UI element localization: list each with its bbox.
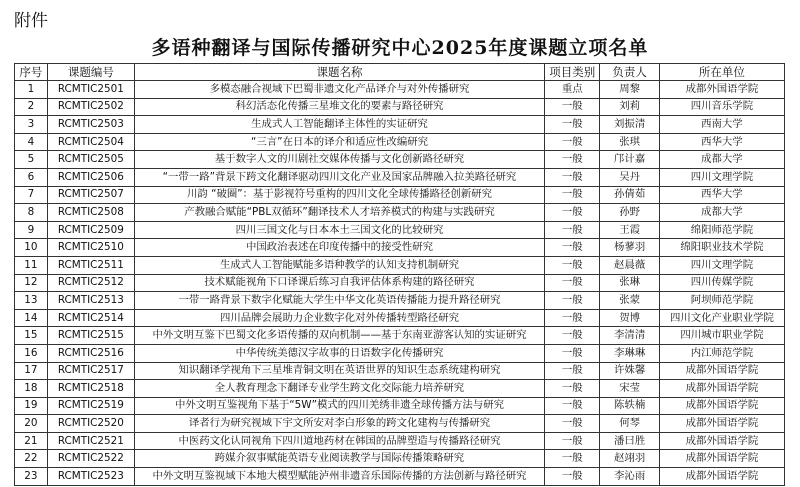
cell-code: RCMTIC2519 <box>47 397 134 415</box>
cell-code: RCMTIC2522 <box>47 450 134 468</box>
cell-type: 一般 <box>545 415 600 433</box>
cell-leader: 孙野 <box>600 204 659 222</box>
cell-code: RCMTIC2513 <box>47 292 134 310</box>
cell-no: 10 <box>15 239 48 257</box>
header-name: 课题名称 <box>134 64 544 81</box>
cell-leader: 张琳 <box>600 274 659 292</box>
cell-org: 阿坝师范学院 <box>659 292 784 310</box>
cell-code: RCMTIC2503 <box>47 116 134 134</box>
cell-leader: 张琪 <box>600 133 659 151</box>
cell-type: 一般 <box>545 344 600 362</box>
cell-code: RCMTIC2510 <box>47 239 134 257</box>
table-row <box>15 344 785 362</box>
table-row <box>15 468 785 486</box>
cell-leader: 周黎 <box>600 81 659 99</box>
cell-leader: 吴丹 <box>600 168 659 186</box>
cell-name: 多模态融合视域下巴蜀非遗文化产品译介与对外传播研究 <box>134 81 544 99</box>
cell-org: 四川城市职业学院 <box>659 327 784 345</box>
table-row <box>15 239 785 257</box>
cell-type: 一般 <box>545 221 600 239</box>
table-row <box>15 415 785 433</box>
cell-code: RCMTIC2506 <box>47 168 134 186</box>
table-row <box>15 380 785 398</box>
cell-org: 四川音乐学院 <box>659 98 784 116</box>
cell-no: 13 <box>15 292 48 310</box>
cell-code: RCMTIC2516 <box>47 344 134 362</box>
header-org: 所在单位 <box>659 64 784 81</box>
cell-no: 16 <box>15 344 48 362</box>
cell-code: RCMTIC2508 <box>47 204 134 222</box>
cell-leader: 李清清 <box>600 327 659 345</box>
cell-name: 知识翻译学视角下三星堆青铜文明在英语世界的知识生态系统建构研究 <box>134 362 544 380</box>
cell-org: 四川文理学院 <box>659 168 784 186</box>
cell-type: 一般 <box>545 397 600 415</box>
table-row <box>15 186 785 204</box>
cell-name: 生成式人工智能翻译主体性的实证研究 <box>134 116 544 134</box>
table-row <box>15 327 785 345</box>
cell-type: 一般 <box>545 116 600 134</box>
cell-name: 川韵 “破圈”：基于影视符号重构的四川文化全球传播路径创新研究 <box>134 186 544 204</box>
cell-name: “三言”在日本的译介和适应性改编研究 <box>134 133 544 151</box>
cell-code: RCMTIC2518 <box>47 380 134 398</box>
cell-no: 23 <box>15 468 48 486</box>
table-row <box>15 98 785 116</box>
cell-name: 跨媒介叙事赋能英语专业阅读教学与国际传播策略研究 <box>134 450 544 468</box>
cell-name: “一带一路”背景下跨文化翻译驱动四川文化产业及国家品牌融入拉美路径研究 <box>134 168 544 186</box>
cell-no: 3 <box>15 116 48 134</box>
cell-name: 一带一路背景下数字化赋能大学生中华文化英语传播能力提升路径研究 <box>134 292 544 310</box>
cell-type: 一般 <box>545 239 600 257</box>
cell-code: RCMTIC2507 <box>47 186 134 204</box>
table-row <box>15 432 785 450</box>
cell-leader: 孙倩茹 <box>600 186 659 204</box>
cell-name: 中外文明互鉴视域下本地大模型赋能泸州非遗音乐国际传播的方法创新与路径研究 <box>134 468 544 486</box>
cell-leader: 邝计嘉 <box>600 151 659 169</box>
cell-leader: 何琴 <box>600 415 659 433</box>
cell-org: 四川文化产业职业学院 <box>659 309 784 327</box>
table-row <box>15 397 785 415</box>
cell-no: 19 <box>15 397 48 415</box>
cell-type: 一般 <box>545 98 600 116</box>
table-row <box>15 309 785 327</box>
cell-code: RCMTIC2509 <box>47 221 134 239</box>
cell-type: 一般 <box>545 327 600 345</box>
cell-leader: 许姝馨 <box>600 362 659 380</box>
cell-name: 基于数字人文的川剧社交媒体传播与文化创新路径研究 <box>134 151 544 169</box>
cell-code: RCMTIC2521 <box>47 432 134 450</box>
cell-org: 绵阳职业技术学院 <box>659 239 784 257</box>
cell-name: 中国政治表述在印度传播中的接受性研究 <box>134 239 544 257</box>
cell-leader: 刘莉 <box>600 98 659 116</box>
cell-code: RCMTIC2514 <box>47 309 134 327</box>
cell-leader: 宋莹 <box>600 380 659 398</box>
cell-code: RCMTIC2512 <box>47 274 134 292</box>
cell-leader: 王霞 <box>600 221 659 239</box>
cell-org: 内江师范学院 <box>659 344 784 362</box>
cell-no: 17 <box>15 362 48 380</box>
cell-org: 西南大学 <box>659 116 784 134</box>
cell-code: RCMTIC2502 <box>47 98 134 116</box>
header-type: 项目类别 <box>545 64 600 81</box>
cell-org: 四川传媒学院 <box>659 274 784 292</box>
cell-type: 一般 <box>545 274 600 292</box>
cell-type: 一般 <box>545 380 600 398</box>
cell-org: 成都外国语学院 <box>659 397 784 415</box>
cell-org: 成都外国语学院 <box>659 415 784 433</box>
cell-org: 成都外国语学院 <box>659 432 784 450</box>
cell-no: 21 <box>15 432 48 450</box>
table-row <box>15 256 785 274</box>
header-no: 序号 <box>15 64 48 81</box>
cell-no: 20 <box>15 415 48 433</box>
cell-leader: 赵晨薇 <box>600 256 659 274</box>
cell-type: 重点 <box>545 81 600 99</box>
table-header-row <box>15 64 785 81</box>
table-row <box>15 168 785 186</box>
cell-type: 一般 <box>545 468 600 486</box>
cell-no: 5 <box>15 151 48 169</box>
cell-name: 全人教育理念下翻译专业学生跨文化交际能力培养研究 <box>134 380 544 398</box>
cell-type: 一般 <box>545 450 600 468</box>
table-row <box>15 274 785 292</box>
cell-code: RCMTIC2511 <box>47 256 134 274</box>
cell-leader: 贺博 <box>600 309 659 327</box>
cell-name: 四川三国文化与日本本土三国文化的比较研究 <box>134 221 544 239</box>
cell-no: 14 <box>15 309 48 327</box>
cell-name: 中医药文化认同视角下四川道地药材在韩国的品牌塑造与传播路径研究 <box>134 432 544 450</box>
cell-org: 成都外国语学院 <box>659 468 784 486</box>
cell-type: 一般 <box>545 133 600 151</box>
cell-no: 7 <box>15 186 48 204</box>
cell-org: 西华大学 <box>659 133 784 151</box>
cell-name: 中外文明互鉴下巴蜀文化多语传播的双向机制——基于东南亚游客认知的实证研究 <box>134 327 544 345</box>
cell-no: 1 <box>15 81 48 99</box>
cell-type: 一般 <box>545 256 600 274</box>
cell-leader: 杨蓼羽 <box>600 239 659 257</box>
cell-name: 四川品牌会展助力企业数字化对外传播转型路径研究 <box>134 309 544 327</box>
cell-org: 四川文理学院 <box>659 256 784 274</box>
cell-no: 11 <box>15 256 48 274</box>
attachment-label: 附件 <box>14 11 48 31</box>
cell-type: 一般 <box>545 168 600 186</box>
cell-org: 成都外国语学院 <box>659 81 784 99</box>
cell-code: RCMTIC2517 <box>47 362 134 380</box>
cell-leader: 赵翊羽 <box>600 450 659 468</box>
cell-type: 一般 <box>545 432 600 450</box>
cell-no: 22 <box>15 450 48 468</box>
cell-type: 一般 <box>545 186 600 204</box>
cell-org: 成都外国语学院 <box>659 450 784 468</box>
table-row <box>15 362 785 380</box>
cell-code: RCMTIC2520 <box>47 415 134 433</box>
cell-leader: 张蒙 <box>600 292 659 310</box>
cell-code: RCMTIC2523 <box>47 468 134 486</box>
table-row <box>15 450 785 468</box>
header-leader: 负责人 <box>600 64 659 81</box>
cell-no: 18 <box>15 380 48 398</box>
cell-leader: 潘曰胜 <box>600 432 659 450</box>
table-row <box>15 81 785 99</box>
cell-name: 中外文明互鉴视角下基于“5W”模式的四川羌绣非遗全球传播方法与研究 <box>134 397 544 415</box>
cell-name: 生成式人工智能赋能多语种教学的认知支持机制研究 <box>134 256 544 274</box>
cell-code: RCMTIC2505 <box>47 151 134 169</box>
cell-name: 产教融合赋能“PBL双循环”翻译技术人才培养模式的构建与实践研究 <box>134 204 544 222</box>
cell-name: 科幻活态化传播三星堆文化的要素与路径研究 <box>134 98 544 116</box>
cell-name: 技术赋能视角下口译课后练习自我评估体系构建的路径研究 <box>134 274 544 292</box>
header-code: 课题编号 <box>47 64 134 81</box>
cell-type: 一般 <box>545 204 600 222</box>
table-row <box>15 204 785 222</box>
table-row <box>15 221 785 239</box>
table-row <box>15 151 785 169</box>
cell-type: 一般 <box>545 309 600 327</box>
cell-leader: 陈轶楠 <box>600 397 659 415</box>
cell-no: 8 <box>15 204 48 222</box>
cell-code: RCMTIC2515 <box>47 327 134 345</box>
cell-org: 绵阳师范学院 <box>659 221 784 239</box>
cell-leader: 李琳琳 <box>600 344 659 362</box>
cell-no: 4 <box>15 133 48 151</box>
cell-leader: 李沁雨 <box>600 468 659 486</box>
cell-type: 一般 <box>545 362 600 380</box>
cell-name: 中华传统美德汉字故事的日语数字化传播研究 <box>134 344 544 362</box>
cell-type: 一般 <box>545 151 600 169</box>
cell-org: 成都外国语学院 <box>659 362 784 380</box>
cell-no: 2 <box>15 98 48 116</box>
cell-no: 6 <box>15 168 48 186</box>
cell-org: 西华大学 <box>659 186 784 204</box>
cell-org: 成都大学 <box>659 151 784 169</box>
cell-type: 一般 <box>545 292 600 310</box>
table-row <box>15 116 785 134</box>
cell-leader: 刘振清 <box>600 116 659 134</box>
cell-org: 成都大学 <box>659 204 784 222</box>
table-row <box>15 133 785 151</box>
cell-no: 9 <box>15 221 48 239</box>
cell-org: 成都外国语学院 <box>659 380 784 398</box>
cell-no: 15 <box>15 327 48 345</box>
cell-code: RCMTIC2501 <box>47 81 134 99</box>
table-row <box>15 292 785 310</box>
cell-name: 译者行为研究视域下宇文所安对李白形象的跨文化建构与传播研究 <box>134 415 544 433</box>
cell-no: 12 <box>15 274 48 292</box>
document-title: 多语种翻译与国际传播研究中心2025年度课题立项名单 <box>151 37 649 59</box>
project-list-table <box>14 63 785 486</box>
cell-code: RCMTIC2504 <box>47 133 134 151</box>
